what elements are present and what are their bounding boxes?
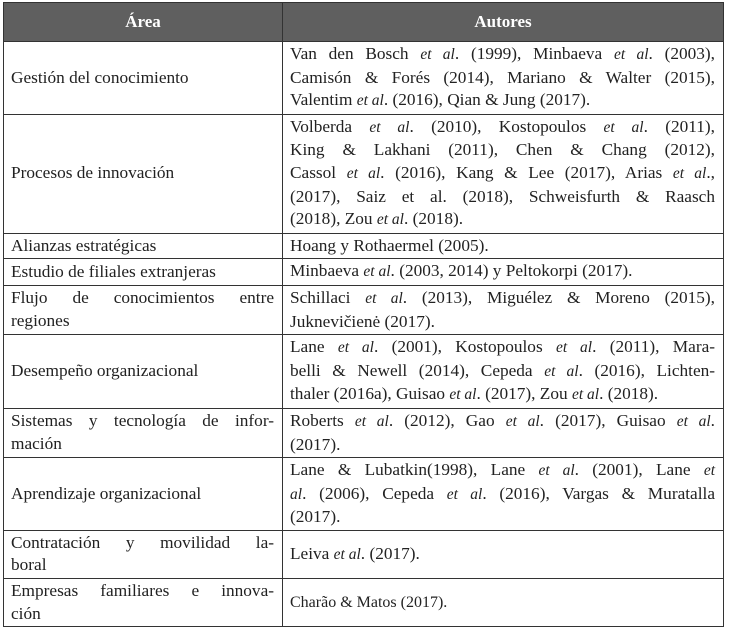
authors-line [290, 139, 715, 162]
area-text: Alianzas estratégicas [11, 235, 157, 255]
et-al-text: et [703, 462, 715, 480]
et-al-text: et al [369, 118, 410, 136]
citation-text: Lane & Lubatkin(1998), Lane [290, 460, 539, 480]
table-row [4, 114, 724, 233]
et-al-text: et al [356, 92, 384, 110]
et-al-text: et al [354, 412, 389, 430]
citation-text: . (2017). [360, 543, 420, 563]
area-line: mación [11, 434, 62, 453]
authors-line [290, 543, 715, 567]
et-al-text: et al [676, 412, 711, 430]
citation-text: . (2017), Zou [476, 384, 572, 404]
table-row [4, 408, 724, 457]
area-text: Procesos de innovación [11, 163, 175, 183]
citation-text: Roberts [290, 410, 355, 430]
area-cell [4, 530, 283, 578]
citation-text: King & Lakhani (2011), Chen & Chang (2012), [290, 140, 715, 160]
et-al-text: et al [346, 164, 381, 182]
authors-cell [283, 114, 724, 233]
area-cell [4, 408, 283, 457]
area-cell [4, 579, 283, 627]
authors-line [290, 410, 715, 434]
et-al-text: et al [555, 339, 593, 357]
citation-text: . (2011), [643, 116, 715, 136]
area-cell [4, 259, 283, 286]
et-al-text: et al [571, 386, 600, 404]
citation-text: (2018), Zou [290, 209, 377, 229]
et-al-text: et al [505, 412, 540, 430]
citation-text: . [710, 410, 715, 430]
citation-text: . (2001), Lane [574, 460, 704, 480]
authors-line [290, 311, 715, 334]
area-line: boral [11, 555, 47, 575]
header-area: Área [4, 3, 283, 42]
et-al-text: et al [613, 46, 649, 63]
citation-text: . (2011), Mara- [592, 337, 715, 357]
et-al-text: et al [538, 462, 575, 480]
area-line: Empresas familiares e innova- [11, 581, 274, 601]
citation-text: Charão & Matos (2017). [290, 593, 448, 611]
table-row [4, 530, 724, 578]
area-line: Contratación y movilidad la- [11, 532, 274, 552]
et-al-text: et al [376, 211, 404, 229]
citation-text: Leiva [290, 543, 334, 563]
citation-text: . (2013), Miguélez & Moreno (2015), [402, 287, 715, 307]
citation-text: . (2006), Cepeda [302, 483, 447, 503]
et-al-text: al [290, 485, 303, 503]
citation-text: . (2018). [404, 209, 464, 229]
et-al-text: et al [603, 118, 644, 136]
citation-text: . (2003, 2014) y Peltokorpi (2017). [390, 261, 633, 281]
citation-text: Juknevičienė (2017). [290, 311, 435, 331]
authors-line [290, 116, 715, 140]
citation-text: . (2018). [599, 384, 659, 404]
authors-line [290, 162, 715, 186]
authors-cell [283, 458, 724, 531]
citation-text: . (2017), Guisao [539, 410, 677, 430]
area-line: Flujo de conocimientos entre [11, 288, 274, 308]
area-text: Estudio de filiales extranjeras [11, 261, 216, 281]
authors-cell [283, 233, 724, 259]
citation-text: . (2016), Kang & Lee (2017), Arias [380, 162, 673, 182]
area-cell [4, 233, 283, 259]
et-al-text: et al [672, 164, 707, 182]
area-line: regiones [11, 311, 70, 331]
et-al-text: et al [333, 545, 361, 563]
area-text: Desempeño organizacional [11, 361, 199, 381]
authors-cell [283, 579, 724, 627]
citation-text: belli & Newell (2014), Cepeda [290, 360, 545, 380]
citation-text: (2017), Saiz et al. (2018), Schweisfurth & Raasch [290, 186, 715, 206]
citation-text: . (2016), Qian & Jung (2017). [383, 90, 591, 110]
authors-line [290, 360, 715, 384]
authors-line [290, 483, 715, 507]
table-row [4, 259, 724, 286]
area-cell [4, 114, 283, 233]
citation-text: Hoang y Rothaermel (2005). [290, 235, 489, 255]
authors-cell [283, 408, 724, 457]
et-al-text: et al [363, 263, 391, 281]
authors-line [290, 434, 715, 457]
area-line: ción [11, 603, 41, 623]
citation-text: Lane [290, 337, 338, 357]
citation-text: . (2016), Vargas & Muratalla [482, 483, 715, 503]
header-autores: Autores [283, 3, 724, 42]
authors-cell [283, 259, 724, 286]
et-al-text: et al [544, 362, 579, 380]
citation-text: ., [706, 162, 715, 182]
authors-line [290, 459, 715, 483]
authors-line [290, 336, 715, 360]
citation-text: Camisón & Forés (2014), Mariano & Walter (2015), [290, 67, 715, 87]
area-cell [4, 335, 283, 409]
authors-line [290, 287, 715, 311]
et-al-text: et al [420, 46, 455, 63]
citation-text: (2017). [290, 434, 341, 454]
et-al-text: et al [365, 289, 403, 307]
citation-text: . (2001), Kostopoulos [373, 337, 556, 357]
citation-text: thaler (2016a), Guisao [290, 384, 450, 404]
et-al-text: et al [449, 386, 477, 404]
authors-line [290, 506, 715, 529]
authors-cell [283, 335, 724, 409]
authors-line [290, 383, 715, 407]
literature-table [3, 2, 724, 627]
authors-line [290, 260, 715, 284]
authors-line [290, 186, 715, 209]
area-line: Sistemas y tecnología de infor- [11, 411, 274, 431]
citation-text: Minbaeva [290, 261, 364, 281]
table-row [4, 233, 724, 259]
authors-line [290, 208, 715, 232]
citation-text: . (2003), [648, 44, 716, 63]
table-row [4, 335, 724, 409]
table-row [4, 579, 724, 627]
citation-text: . (2016), Lichten- [578, 360, 716, 380]
table-row [4, 458, 724, 531]
authors-line [290, 43, 715, 67]
table-header-row [4, 3, 724, 42]
table-row [4, 285, 724, 334]
citation-text: (2017). [290, 507, 341, 527]
authors-line [290, 89, 715, 113]
area-cell [4, 458, 283, 531]
authors-line [290, 235, 715, 258]
table-row [4, 42, 724, 115]
area-cell [4, 42, 283, 115]
et-al-text: et al [446, 485, 483, 503]
area-cell [4, 285, 283, 334]
citation-text: . (2012), Gao [388, 410, 506, 430]
et-al-text: et al [337, 339, 374, 357]
citation-text: . (2010), Kostopoulos [409, 116, 604, 136]
citation-text: Valentim [290, 90, 357, 110]
citation-text: Van den Bosch [290, 44, 421, 63]
authors-cell [283, 285, 724, 334]
area-text: Aprendizaje organizacional [11, 483, 202, 503]
citation-text: . (1999), Minbaeva [454, 44, 614, 63]
citation-text: Cassol [290, 162, 347, 182]
authors-cell [283, 530, 724, 578]
authors-cell [283, 42, 724, 115]
citation-text: Schillaci [290, 287, 366, 307]
area-text: Gestión del conocimiento [11, 67, 189, 87]
citation-text: Volberda [290, 116, 370, 136]
authors-line [290, 67, 715, 90]
